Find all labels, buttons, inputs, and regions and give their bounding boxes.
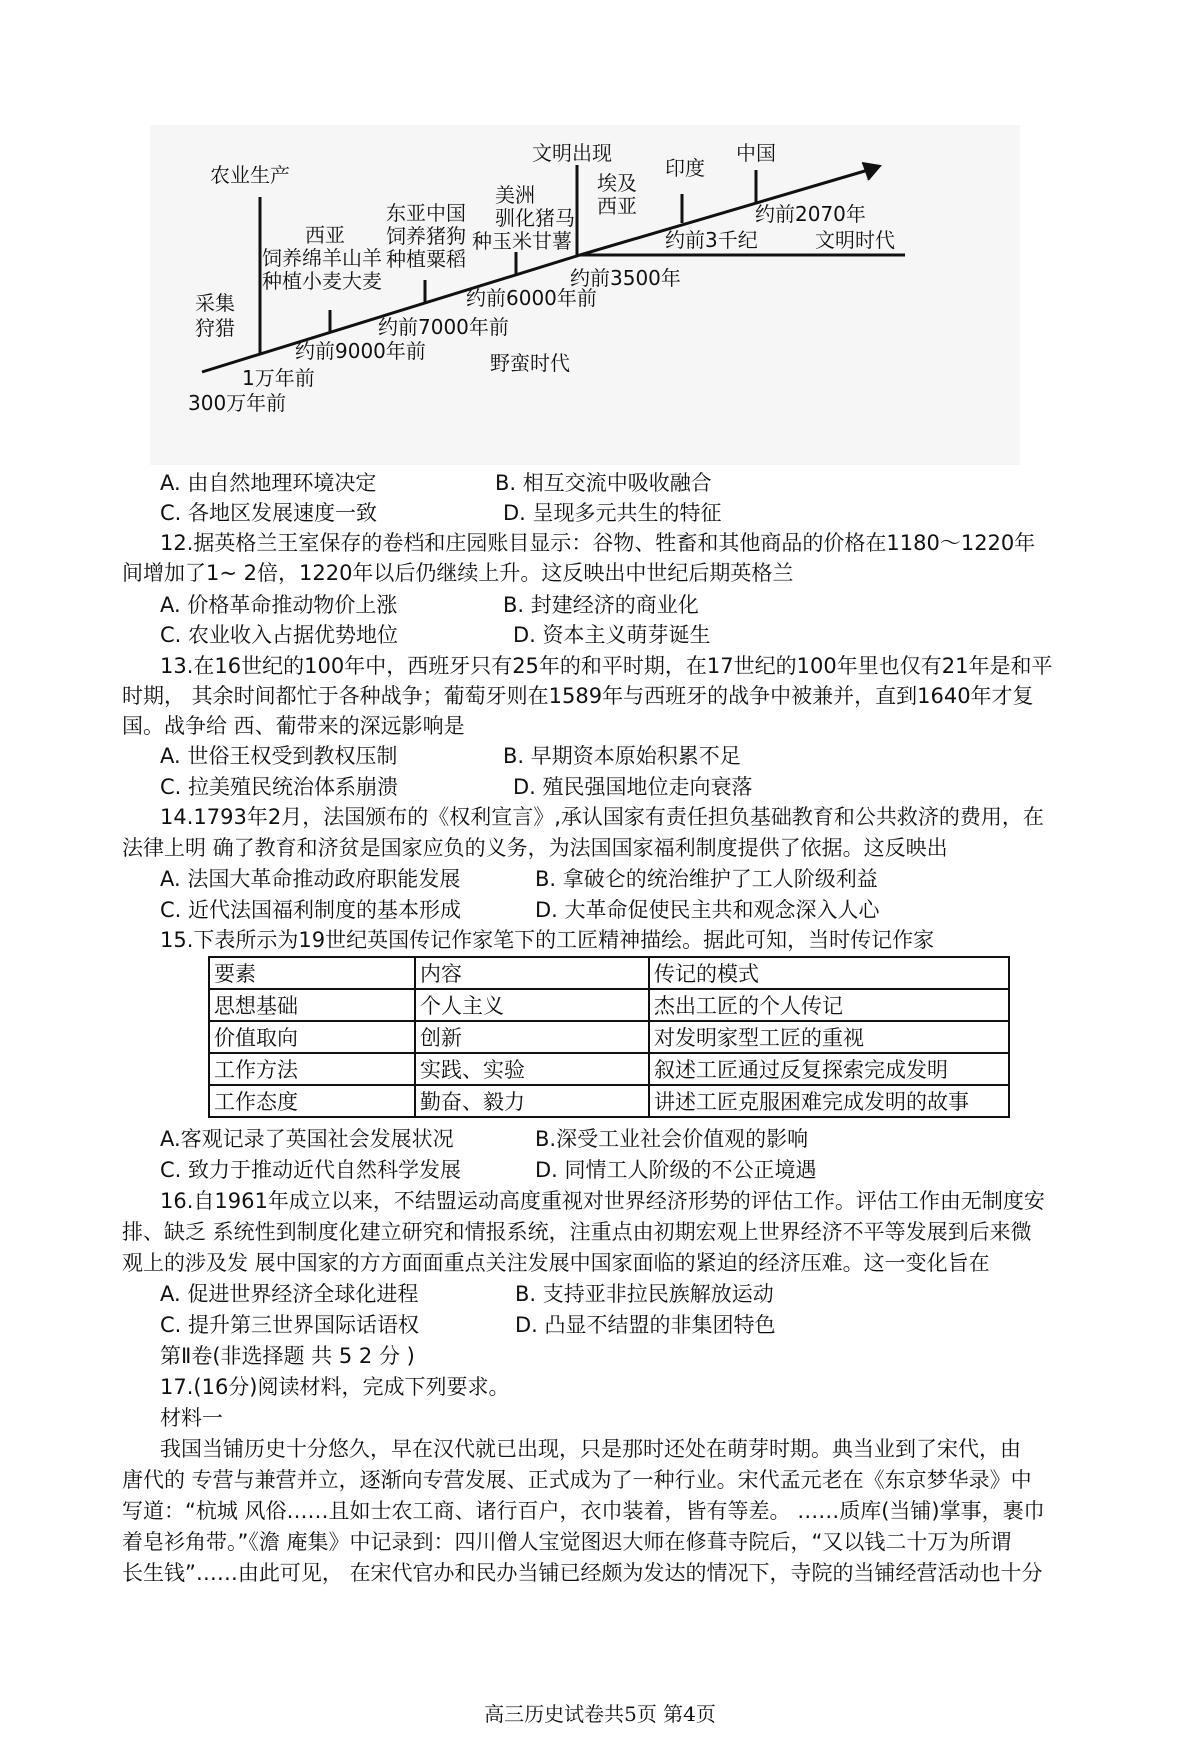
label-west-asia-animals: 饲养绵羊山羊 xyxy=(262,246,382,270)
q17-paragraph-line4: 着皂衫角带。”《澹 庵集》中记录到：四川僧人宝觉图迟大师在修葺寺院后，“又以钱二十万为所谓 xyxy=(122,1530,1012,1554)
q17-stem: 17.(16分)阅读材料，完成下列要求。 xyxy=(160,1375,510,1399)
label-civilized-age: 文明时代 xyxy=(815,228,895,252)
q14-option-c[interactable]: C. 近代法国福利制度的基本形成 xyxy=(160,898,462,922)
label-egypt-west-asia: 西亚 xyxy=(597,194,637,218)
q17-paragraph-line5: 长生钱”……由此可见， 在宋代官办和民办当铺已经颇为发达的情况下，寺院的当铺经营活动也十分 xyxy=(122,1561,1043,1585)
q13-option-c[interactable]: C. 拉美殖民统治体系崩溃 xyxy=(160,775,399,799)
q16-stem-line1: 16.自1961年成立以来，不结盟运动高度重视对世界经济形势的评估工作。评估工作由无制度安 xyxy=(160,1189,1045,1213)
table-cell: 内容 xyxy=(415,957,649,989)
label-west-asia-crops: 种植小麦大麦 xyxy=(262,269,382,293)
label-3rd-millennium: 约前3千纪 xyxy=(665,228,758,252)
label-east-asia-animals: 饲养猪狗 xyxy=(386,224,466,248)
q15-option-a[interactable]: A.客观记录了英国社会发展状况 xyxy=(160,1127,454,1151)
label-america: 美洲 xyxy=(495,183,535,207)
q12-stem-line2: 间增加了1~ 2倍，1220年以后仍继续上升。这反映出中世纪后期英格兰 xyxy=(122,561,794,585)
q13-stem-line2: 时期， 其余时间都忙于各种战争；葡萄牙则在1589年与西班牙的战争中被兼并，直到1640年才复 xyxy=(122,684,1034,708)
q13-option-b[interactable]: B. 早期资本原始积累不足 xyxy=(503,744,741,768)
page-footer: 高三历史试卷共5页 第4页 xyxy=(484,1702,716,1726)
table-cell: 对发明家型工匠的重视 xyxy=(649,1021,1009,1053)
q14-option-d[interactable]: D. 大革命促使民主共和观念深入人心 xyxy=(535,898,880,922)
label-9000: 约前9000年前 xyxy=(295,339,426,363)
table-cell: 工作方法 xyxy=(209,1053,415,1085)
label-civilization-appears: 文明出现 xyxy=(532,141,612,165)
table-cell: 杰出工匠的个人传记 xyxy=(649,989,1009,1021)
table-cell: 创新 xyxy=(415,1021,649,1053)
q15-option-d[interactable]: D. 同情工人阶级的不公正境遇 xyxy=(535,1158,817,1182)
label-east-asia-crops: 种植粟稻 xyxy=(386,247,466,271)
table-row xyxy=(209,989,1009,1021)
table-row xyxy=(209,1053,1009,1085)
label-agriculture: 农业生产 xyxy=(210,163,290,187)
label-3500: 约前3500年 xyxy=(570,266,681,290)
table-row xyxy=(209,957,1009,989)
label-7000: 约前7000年前 xyxy=(378,315,509,339)
q15-option-c[interactable]: C. 致力于推动近代自然科学发展 xyxy=(160,1158,462,1182)
q13-option-a[interactable]: A. 世俗王权受到教权压制 xyxy=(160,744,398,768)
q14-option-b[interactable]: B. 拿破仑的统治维护了工人阶级利益 xyxy=(535,867,878,891)
q13-stem-line3: 国。战争给 西、葡带来的深远影响是 xyxy=(122,714,465,738)
label-america-animals: 驯化猪马 xyxy=(495,206,575,230)
label-6000: 约前6000年前 xyxy=(466,286,597,310)
q17-paragraph-line3: 写道：“杭城 风俗……且如士农工商、诸行百户，衣巾装着，皆有等差。 ……质库(当铺)掌事，裹巾 xyxy=(122,1499,1045,1523)
q12-stem-line1: 12.据英格兰王室保存的卷档和庄园账目显示：谷物、牲畜和其他商品的价格在1180～1220年 xyxy=(160,531,1036,555)
q16-option-a[interactable]: A. 促进世界经济全球化进程 xyxy=(160,1282,419,1306)
table-cell: 工作态度 xyxy=(209,1085,415,1117)
label-3m-years: 300万年前 xyxy=(188,391,287,415)
label-china: 中国 xyxy=(736,141,776,165)
table-row xyxy=(209,1085,1009,1117)
table-cell: 叙述工匠通过反复探索完成发明 xyxy=(649,1053,1009,1085)
q17-material-heading: 材料一 xyxy=(160,1406,223,1430)
q13-option-d[interactable]: D. 殖民强国地位走向衰落 xyxy=(513,775,753,799)
q14-option-a[interactable]: A. 法国大革命推动政府职能发展 xyxy=(160,867,461,891)
q11-option-c[interactable]: C. 各地区发展速度一致 xyxy=(160,501,378,525)
table-row xyxy=(209,1021,1009,1053)
label-barbaric-age: 野蛮时代 xyxy=(490,351,570,375)
q12-option-c[interactable]: C. 农业收入占据优势地位 xyxy=(160,623,399,647)
q16-stem-line2: 排、缺乏 系统性到制度化建立研究和情报系统，注重点由初期宏观上世界经济不平等发展到后来微 xyxy=(122,1220,1032,1244)
label-2070: 约前2070年 xyxy=(755,202,866,226)
q12-option-b[interactable]: B. 封建经济的商业化 xyxy=(503,593,699,617)
table-cell: 传记的模式 xyxy=(649,957,1009,989)
table-cell: 个人主义 xyxy=(415,989,649,1021)
q17-paragraph-line1: 我国当铺历史十分悠久，早在汉代就已出现，只是那时还处在萌芽时期。典当业到了宋代，由 xyxy=(160,1437,1021,1461)
q16-option-c[interactable]: C. 提升第三世界国际话语权 xyxy=(160,1313,420,1337)
label-east-asia: 东亚中国 xyxy=(386,201,466,225)
q12-option-a[interactable]: A. 价格革命推动物价上涨 xyxy=(160,593,398,617)
q15-stem: 15.下表所示为19世纪英国传记作家笔下的工匠精神描绘。据此可知，当时传记作家 xyxy=(160,928,935,952)
q17-paragraph-line2: 唐代的 专营与兼营并立，逐渐向专营发展、正式成为了一种行业。宋代孟元老在《东京梦华录》中 xyxy=(122,1468,1032,1492)
label-america-crops: 种玉米甘薯 xyxy=(472,229,572,253)
table-cell: 要素 xyxy=(209,957,415,989)
table-cell: 实践、实验 xyxy=(415,1053,649,1085)
q16-option-b[interactable]: B. 支持亚非拉民族解放运动 xyxy=(515,1282,774,1306)
q15-table xyxy=(208,956,1010,1118)
table-cell: 思想基础 xyxy=(209,989,415,1021)
q15-option-b[interactable]: B.深受工业社会价值观的影响 xyxy=(535,1127,809,1151)
label-west-asia: 西亚 xyxy=(305,223,345,247)
label-egypt: 埃及 xyxy=(597,171,637,195)
part2-heading: 第Ⅱ卷(非选择题 共 5 2 分 ) xyxy=(160,1344,415,1368)
q11-option-d[interactable]: D. 呈现多元共生的特征 xyxy=(503,501,722,525)
label-10k-years: 1万年前 xyxy=(242,366,315,390)
q16-stem-line3: 观上的涉及发 展中国家的方方面面重点关注发展中国家面临的紧迫的经济压难。这一变化旨在 xyxy=(122,1251,990,1275)
q13-stem-line1: 13.在16世纪的100年中，西班牙只有25年的和平时期，在17世纪的100年里也仅有21年是和平 xyxy=(160,654,1053,678)
table-cell: 讲述工匠克服困难完成发明的故事 xyxy=(649,1085,1009,1117)
label-hunt: 狩猎 xyxy=(195,316,235,340)
label-gather: 采集 xyxy=(195,291,235,315)
q12-option-d[interactable]: D. 资本主义萌芽诞生 xyxy=(513,623,711,647)
table-cell: 勤奋、毅力 xyxy=(415,1085,649,1117)
civilization-timeline-diagram xyxy=(150,125,1020,465)
label-india: 印度 xyxy=(665,156,705,180)
table-cell: 价值取向 xyxy=(209,1021,415,1053)
q14-stem-line2: 法律上明 确了教育和济贫是国家应负的义务，为法国国家福利制度提供了依据。这反映出 xyxy=(122,836,948,860)
q14-stem-line1: 14.1793年2月，法国颁布的《权利宣言》,承认国家有责任担负基础教育和公共救济的费用，在 xyxy=(160,805,1044,829)
q11-option-a[interactable]: A. 由自然地理环境决定 xyxy=(160,471,377,495)
q11-option-b[interactable]: B. 相互交流中吸收融合 xyxy=(495,471,712,495)
q16-option-d[interactable]: D. 凸显不结盟的非集团特色 xyxy=(515,1313,776,1337)
